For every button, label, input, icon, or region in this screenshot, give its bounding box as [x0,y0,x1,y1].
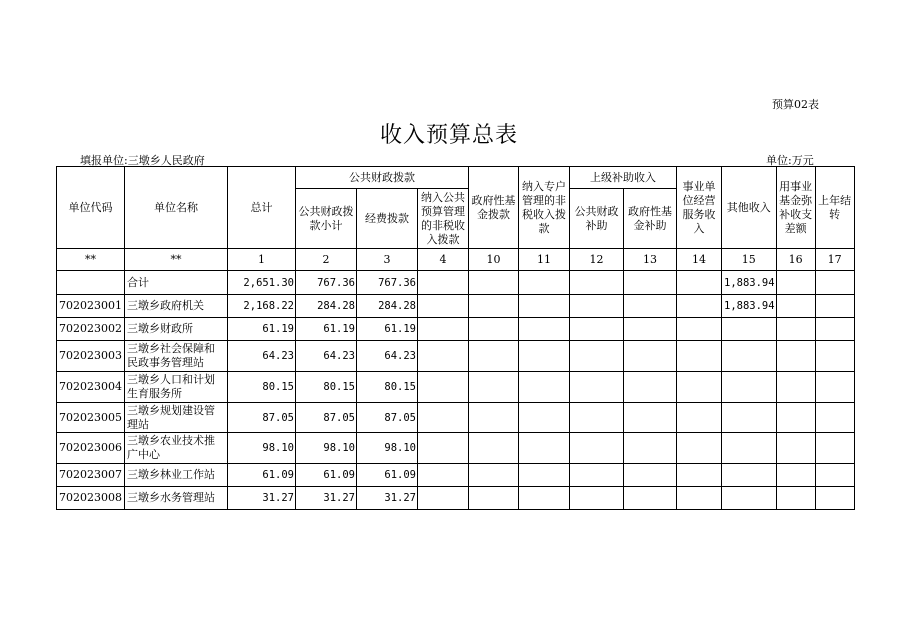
header-gov-fund-subsidy: 政府性基金补助 [624,189,677,249]
subtotal-cell: 61.19 [296,318,357,341]
fill-unit: 填报单位:三墩乡人民政府 [80,154,205,167]
other-income-cell [722,487,777,510]
index-cell: 1 [228,249,296,271]
header-carryover: 上年结转 [815,167,854,249]
subtotal-cell: 31.27 [296,487,357,510]
table-row [57,318,855,341]
subtotal-cell: 64.23 [296,341,357,372]
index-cell: 11 [519,249,570,271]
index-cell: 13 [624,249,677,271]
unit-name-cell: 三墩乡人口和计划生育服务所 [125,372,228,403]
unit-code-cell: 702023006 [57,433,125,464]
total-cell: 31.27 [228,487,296,510]
unit-name-cell: 三墩乡林业工作站 [125,464,228,487]
total-cell: 98.10 [228,433,296,464]
header-other-income: 其他收入 [722,167,777,249]
index-cell: 14 [677,249,722,271]
header-public-finance-subtotal: 公共财政拨款小计 [296,189,357,249]
unit-name-cell: 合计 [125,271,228,295]
other-income-cell [722,318,777,341]
other-income-cell [722,433,777,464]
index-cell: 10 [469,249,519,271]
header-unit-name: 单位名称 [125,167,228,249]
unit-name-cell: 三墩乡社会保障和民政事务管理站 [125,341,228,372]
header-special-nontax: 纳入专户管理的非税收入拨款 [519,167,570,249]
header-public-finance-subsidy: 公共财政补助 [570,189,624,249]
index-cell: 16 [776,249,815,271]
table-row [57,487,855,510]
unit-code-cell: 702023004 [57,372,125,403]
unit-code-cell: 702023005 [57,403,125,433]
index-cell: ** [57,249,125,271]
index-cell: 12 [570,249,624,271]
operating-cell: 61.09 [357,464,418,487]
other-income-cell [722,403,777,433]
total-cell: 64.23 [228,341,296,372]
header-nontax-budget: 纳入公共预算管理的非税收入拨款 [418,189,469,249]
table-row [57,464,855,487]
other-income-cell [722,341,777,372]
header-superior-subsidy: 上级补助收入 [570,167,677,189]
total-cell: 61.09 [228,464,296,487]
unit-name-cell: 三墩乡财政所 [125,318,228,341]
unit-name-cell: 三墩乡水务管理站 [125,487,228,510]
header-public-finance: 公共财政拨款 [296,167,469,189]
operating-cell: 767.36 [357,271,418,295]
unit-code-cell [57,271,125,295]
header-business-income: 事业单位经营服务收入 [677,167,722,249]
index-cell: 3 [357,249,418,271]
index-row [57,249,855,271]
operating-cell: 98.10 [357,433,418,464]
total-cell: 80.15 [228,372,296,403]
subtotal-cell: 61.09 [296,464,357,487]
subtotal-cell: 98.10 [296,433,357,464]
unit-name-cell: 三墩乡政府机关 [125,295,228,318]
index-cell: 15 [722,249,777,271]
other-income-cell: 1,883.94 [722,295,777,318]
table-row [57,295,855,318]
unit-code-cell: 702023007 [57,464,125,487]
total-cell: 87.05 [228,403,296,433]
header-gov-fund: 政府性基金拨款 [469,167,519,249]
form-number: 预算02表 [772,98,819,111]
index-cell: 17 [815,249,854,271]
other-income-cell: 1,883.94 [722,271,777,295]
index-cell: 2 [296,249,357,271]
total-cell: 2,651.30 [228,271,296,295]
subtotal-cell: 87.05 [296,403,357,433]
total-cell: 61.19 [228,318,296,341]
page-title: 收入预算总表 [379,123,518,148]
operating-cell: 61.19 [357,318,418,341]
revenue-budget-table [56,166,855,510]
unit-name-cell: 三墩乡规划建设管理站 [125,403,228,433]
table-row [57,271,855,295]
index-cell: ** [125,249,228,271]
operating-cell: 64.23 [357,341,418,372]
operating-cell: 31.27 [357,487,418,510]
unit-code-cell: 702023003 [57,341,125,372]
table-row [57,341,855,372]
other-income-cell [722,464,777,487]
header-fund-gap: 用事业基金弥补收支差额 [776,167,815,249]
operating-cell: 80.15 [357,372,418,403]
money-unit: 单位:万元 [766,154,814,167]
unit-name-cell: 三墩乡农业技术推广中心 [125,433,228,464]
subtotal-cell: 284.28 [296,295,357,318]
operating-cell: 284.28 [357,295,418,318]
operating-cell: 87.05 [357,403,418,433]
total-cell: 2,168.22 [228,295,296,318]
subtotal-cell: 80.15 [296,372,357,403]
header-total: 总计 [228,167,296,249]
table-row [57,403,855,433]
table-row [57,372,855,403]
unit-code-cell: 702023008 [57,487,125,510]
subtotal-cell: 767.36 [296,271,357,295]
header-unit-code: 单位代码 [57,167,125,249]
header-operating-funds: 经费拨款 [357,189,418,249]
other-income-cell [722,372,777,403]
unit-code-cell: 702023002 [57,318,125,341]
unit-code-cell: 702023001 [57,295,125,318]
index-cell: 4 [418,249,469,271]
table-row [57,433,855,464]
